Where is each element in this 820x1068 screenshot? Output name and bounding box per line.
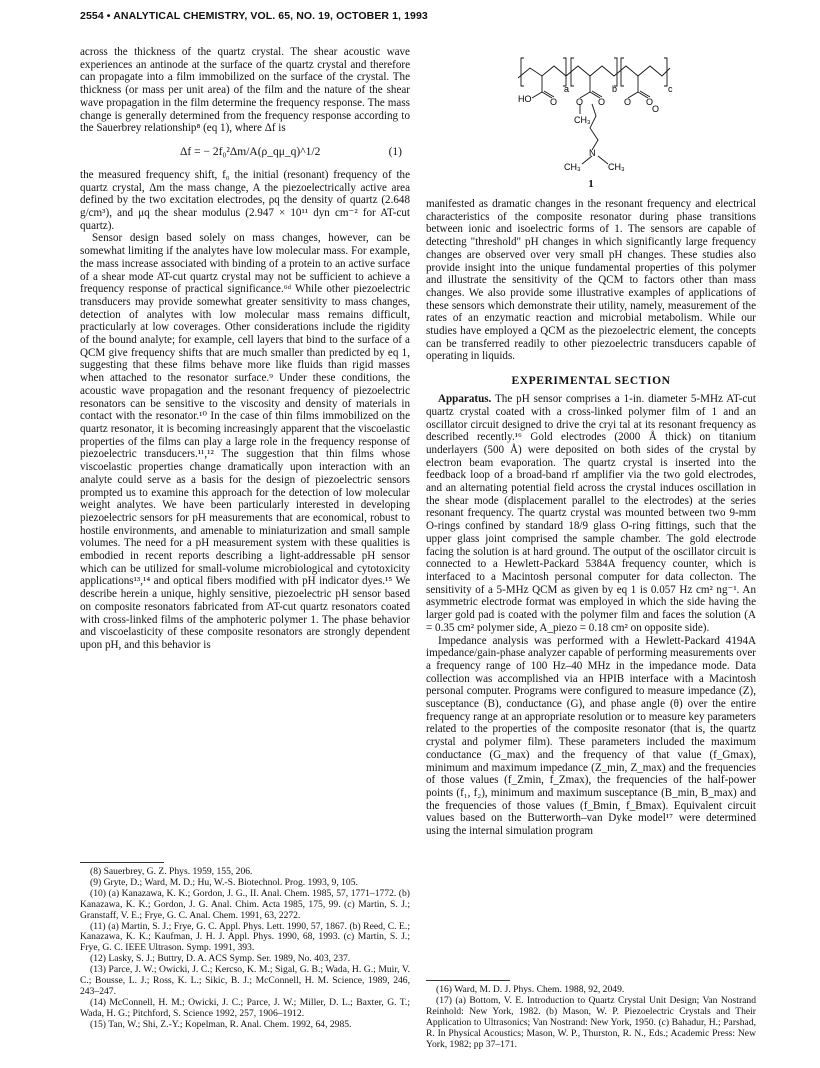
- oxygen-label: O: [550, 97, 558, 107]
- paragraph: manifested as dramatic changes in the resonant frequency and electrical characteristics of the composite resonator during phase transitions between ionic and isoelectric forms of 1. The sensors are capable of detecting "threshold" pH changes in which significantly large frequency changes are observed over very small pH changes. These studies also provide insight into the unique fundamental properties of this polymer and illustrate the sensitivity of the QCM to factors other than mass changes. We also provide some illustrative examples of applications of these sensors which demonstrate their utility, namely, measurement of the rates of an enzymatic reaction and microbial metabolism. While our studies have employed a QCM as the piezoelectric element, the concepts can be transferred readily to other piezoelectric transducers capable of operating in liquids.: [426, 198, 756, 363]
- right-column: [426, 46, 756, 838]
- reference-item: (11) (a) Martin, S. J.; Frye, G. C. Appl. Phys. Lett. 1990, 57, 1867. (b) Reed, C. E.; Kanazawa, K. K.; Kaufman, J. H. J. Appl. Phys. 1990, 68, 1993. (c) Martin, S. J.; Frye, G. C. IEEE Ultrason. Symp. 1991, 393.: [80, 920, 410, 954]
- oxygen-label: O: [624, 97, 632, 107]
- left-column: [80, 46, 410, 652]
- footnotes-right: [426, 980, 756, 1050]
- journal-citation: ANALYTICAL CHEMISTRY, VOL. 65, NO. 19, OCTOBER 1, 1993: [113, 10, 428, 22]
- footnotes-left: [80, 862, 410, 1031]
- reference-item: (16) Ward, M. D. J. Phys. Chem. 1988, 92, 2049.: [436, 984, 625, 995]
- reference-item: (9) Gryte, D.; Ward, M. D.; Hu, W.-S. Biotechnol. Prog. 1993, 9, 105.: [90, 876, 358, 888]
- methyl-label: CH₃: [574, 115, 591, 125]
- nitrogen-label: N: [589, 148, 596, 158]
- paragraph: Impedance analysis was performed with a Hewlett-Packard 4194A impedance/gain-phase analyzer capable of performing measurements over a frequency range of 100 Hz–40 MHz in the impedance mode. Data collection was accomplished via an HPIB interface with a Macintosh personal computer. Programs were configured to measure impedance (Z), susceptance (B), conductance (G), and phase angle (θ) over the entire frequency range at an appropriate resolution or to measure key parameters related to the properties of the composite resonator (that is, the quartz crystal and polymer film). These parameters included the maximum conductance (G_max) and the frequency of that value (f_Gmax), minimum and maximum impedance (Z_min, Z_max) and the frequencies of those values (f_Zmin, f_Zmax), the frequencies of the half-power points (f₁, f₂), minimum and maximum susceptance (B_min, B_max) and the frequencies of those values (f_Bmin, f_Bmax). Equivalent circuit values based on the Butterworth–van Dyke model¹⁷ were determined using the internal simulation program: [426, 634, 756, 838]
- run-in-heading: Apparatus.: [438, 393, 492, 406]
- polymer-structure-drawing: [426, 46, 756, 176]
- reference-item: (10) (a) Kanazawa, K. K.; Gordon, J. G., II. Anal. Chem. 1985, 57, 1771–1772. (b) Kanazawa, K. K.; Gordon, J. G. Anal. Chim. Acta 1985, 175, 99. (c) Martin, S. J.; Granstaff, V. E.; Frye, G. C. Anal. Chem. 1991, 63, 2272.: [80, 887, 410, 921]
- subscript-a: a: [564, 84, 570, 94]
- paragraph: [426, 393, 756, 634]
- reference-item: (12) Lasky, S. J.; Buttry, D. A. ACS Symp. Ser. 1989, No. 403, 237.: [90, 953, 351, 965]
- reference-item: (8) Sauerbrey, G. Z. Phys. 1959, 155, 206.: [90, 866, 253, 877]
- hydroxyl-label: HO: [518, 94, 532, 104]
- paragraph: the measured frequency shift, f₀ the initial (resonant) frequency of the quartz crystal, Δm the mass change, A the piezoelectrically active area defined by the two excitation electrodes, ρq the density of quartz (2.648 g/cm³), and μq the shear modulus (2.947 × 10¹¹ dyn cm⁻² for AT-cut quartz).: [80, 168, 410, 232]
- reference-item: (17) (a) Bottom, V. E. Introduction to Quartz Crystal Unit Design; Van Nostrand Reinhold: New York, 1982. (b) Mason, W. P. Piezoelectric Crystals and Their Application to Ultrasonics; Van Nostrand: New York, 1950. (c) Bahadur, H.; Parshad, R. In Physical Acoustics; Mason, W. P., Thurston, R. N., Eds.; Academic Press: New York, 1982; pp 37–171.: [426, 994, 756, 1050]
- footnote-rule: [426, 980, 510, 981]
- subscript-c: c: [668, 84, 673, 94]
- running-header: [80, 10, 428, 22]
- oxygen-label: O: [576, 97, 584, 107]
- chemical-structure: [426, 46, 756, 176]
- footnote-rule: [80, 862, 164, 863]
- page-number: 2554: [80, 10, 104, 22]
- equation-number: (1): [388, 145, 402, 158]
- compound-number: 1: [588, 178, 594, 190]
- equation-1: [80, 145, 410, 159]
- equation-body: Δf = − 2f₀²Δm/A(ρ_qμ_q)^1/2: [180, 145, 321, 158]
- reference-item: (14) McConnell, H. M.; Owicki, J. C.; Parce, J. W.; Miller, D. L.; Baxter, G. T.; Wada, H. G.; Pitchford, S. Science 1992, 257, 1906–1912.: [80, 996, 410, 1019]
- oxygen-label: O: [598, 97, 606, 107]
- paragraph: across the thickness of the quartz crystal. The shear acoustic wave experiences an antinode at the surface of the quartz crystal and therefore can propagate into a film immobilized on the surface of the crystal. The thickness (or mass per unit area) of the film and the nature of the shear wave propagation in the film determine the frequency response. The mass change is generally determined from the frequency response according to the Sauerbrey relationship⁸ (eq 1), where Δf is: [80, 46, 410, 135]
- reference-item: (15) Tan, W.; Shi, Z.-Y.; Kopelman, R. Anal. Chem. 1992, 64, 2985.: [90, 1018, 352, 1030]
- reference-item: (13) Parce, J. W.; Owicki, J. C.; Kercso, K. M.; Sigal, G. B.; Wada, H. G.; Muir, V. C.; Bousse, L. J.; Ross, K. L.; Sikic, B. J.; McConnell, H. M. Science, 1989, 246, 243–247.: [80, 964, 410, 997]
- section-heading: EXPERIMENTAL SECTION: [511, 375, 671, 388]
- oxygen-label: O: [646, 97, 654, 107]
- paragraph: Sensor design based solely on mass changes, however, can be somewhat limiting if the analytes have low molecular mass. For example, the mass increase associated with binding of a protein to an active surface of a shear mode AT-cut quartz crystal may not be sufficient to achieve a frequency response of practical significance.⁶ᵈ While other piezoelectric transducers may provide somewhat greater sensitivity to mass changes, detection of analytes with low molecular mass remains difficult, practicularly at low coverages. Other considerations include the rigidity of the bound analyte; for example, cell layers that bind to the surface of a QCM give frequency shifts that are much smaller than predicted by eq 1, suggesting that these films behave more like fluids than rigid masses when attached to the resonator surface.⁹ Under these conditions, the acoustic wave propagation and the resonant frequency of piezoelectric resonators can be sensitive to the viscosity and density of materials in contact with the resonator.¹⁰ In the case of thin films immobilized on the quartz resonator, it is becoming increasingly apparent that the viscoelastic properties of the films can play a large role in the frequency response of piezoelectric transducers.¹¹,¹² The suggestion that thin films whose viscoelastic properties change dramatically upon interaction with an analyte could serve as a basis for the design of piezoelectric sensors prompted us to examine this approach for the detection of low molecular weight analytes. We have been particularly interested in developing piezoelectric sensors for pH measurements that are economical, robust to hostile environments, and amenable to miniaturization and small sample volumes. The need for a pH measurement system with these qualities is embodied in recent reports describing a light-addressable pH sensor which can be utilized for small-volume microbiological and cytotoxicity applications¹³,¹⁴ and optical fibers modified with pH indicator dyes.¹⁵ We describe herein a unique, highly sensitive, piezoelectric pH sensor based on composite resonators fabricated from AT-cut quartz resonators coated with cross-linked films of the amphoteric polymer 1. The phase behavior and viscoelasticity of these composite resonators are strongly dependent upon pH, and this behavior is: [80, 232, 410, 651]
- methyl-label: CH₃: [608, 162, 625, 172]
- header-bullet: •: [106, 10, 114, 22]
- paragraph-text: The pH sensor comprises a 1-in. diameter 5-MHz AT-cut quartz crystal coated with a cross-linked polymer film of 1 and an oscillator circuit designed to drive the cryi tal at its resonant frequency as described recently.¹⁶ Gold electrodes (2000 Å thick) on titanium underlayers (500 Å) were deposited on both sides of the crystal by electron beam evaporation. The quartz crystal is inserted into the feedback loop of a broad-band rf amplifier via the two gold electrodes, and an alternating potential field across the crystal induces oscillation in the shear mode (displacement parallel to the electrodes) at the series resonant frequency. The quartz crystal was mounted between two 9-mm O-rings confined by standard 18/9 glass O-ring fittings, such that the upper glass joint comprised the sample chamber. The gold electrode facing the solution is at hard ground. The output of the oscillator circuit is connected to a Hewlett-Packard 5384A frequency counter, which is interfaced to a Macintosh personal computer for data collecton. The sensitivity of a 5-MHz QCM as given by eq 1 is 0.057 Hz cm² ng⁻¹. An asymmetric electrode format was employed in which the side having the larger gold pad is coated with the polymer film and faces the solution (A = 0.35 cm² polymer side, A_piezo = 0.18 cm² on opposite side).: [426, 393, 756, 634]
- methyl-label: CH₃: [564, 162, 581, 172]
- subscript-b: b: [612, 84, 618, 94]
- oxygen-label: O: [652, 104, 660, 114]
